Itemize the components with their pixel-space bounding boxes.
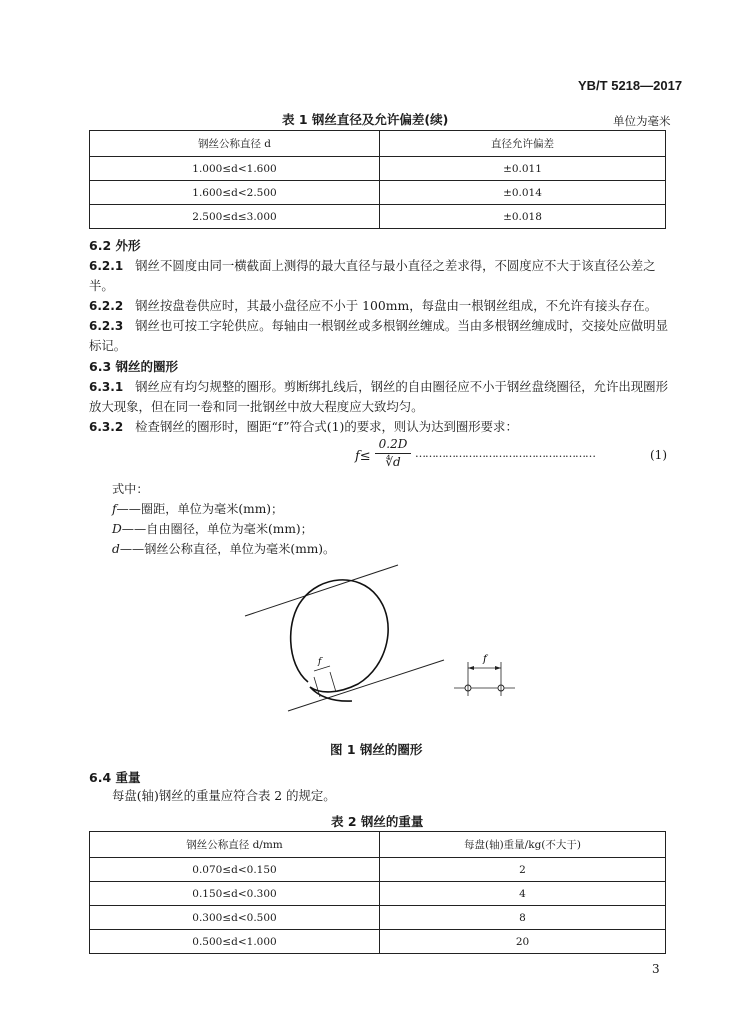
paragraph-6-3-1: [89, 377, 679, 417]
legend-item: [112, 500, 283, 517]
table-cell: 20: [380, 930, 666, 954]
table-row: [90, 906, 666, 930]
table-cell: 0.070≤d<0.150: [90, 858, 380, 882]
section-6-4-title: 6.4 重量: [89, 770, 141, 785]
table-header-cell: 钢丝公称直径 d: [90, 131, 380, 157]
paragraph-6-2-1: [89, 256, 679, 296]
arrow-head: [495, 666, 501, 670]
table-row: [90, 157, 666, 181]
section-6-2-title: 6.2 外形: [89, 238, 141, 253]
pitch-label-f: f: [318, 657, 322, 667]
standard-number: YB/T 5218—2017: [578, 78, 683, 93]
table-cell: ±0.014: [380, 181, 666, 205]
clause-number: 6.2.3: [89, 319, 124, 333]
table-cell: 1.600≤d<2.500: [90, 181, 380, 205]
table-row: [90, 882, 666, 906]
table-header-row: [90, 832, 666, 858]
figure1-caption: 图 1 钢丝的圈形: [330, 742, 423, 757]
clause-number: 6.2.1: [89, 259, 124, 273]
where-label: 式中：: [112, 482, 149, 496]
table-cell: 0.500≤d<1.000: [90, 930, 380, 954]
table2-caption: 表 2 钢丝的重量: [331, 814, 424, 829]
formula-lhs: f≤: [355, 449, 371, 464]
legend-item: [112, 520, 313, 537]
clause-text: 钢丝应有均匀规整的圈形。剪断绑扎线后，钢丝的自由圈径应不小于钢丝盘绕圈径，允许出现圈形放大现象，但在同一卷和同一批钢丝中放大程度应大致均匀。: [89, 379, 668, 414]
figure1-diagram: [220, 560, 550, 720]
table-cell: 8: [380, 906, 666, 930]
legend-desc: ——自由圈径，单位为毫米(mm)；: [121, 522, 313, 536]
legend-item: [112, 540, 335, 557]
table-header-row: [90, 131, 666, 157]
clause-text: 钢丝也可按工字轮供应。每轴由一根钢丝或多根钢丝缠成。当由多根钢丝缠成时，交接处应做明显标记。: [89, 318, 668, 353]
legend-desc: ——圈距，单位为毫米(mm)；: [116, 502, 284, 516]
table-cell: 0.300≤d<0.500: [90, 906, 380, 930]
table-cell: 1.000≤d<1.600: [90, 157, 380, 181]
clause-number: 6.3.1: [89, 380, 124, 394]
tangent-line-lower: [288, 660, 444, 711]
table-cell: 2.500≤d≤3.000: [90, 205, 380, 229]
table-cell: ±0.018: [380, 205, 666, 229]
section-6-3-title: 6.3 钢丝的圈形: [89, 359, 178, 374]
table-cell: ±0.011: [380, 157, 666, 181]
formula-1: [355, 435, 675, 475]
fraction-bar: [375, 453, 411, 454]
pitch-dimension-line: [314, 666, 330, 671]
paragraph-6-2-3: [89, 316, 679, 356]
legend-symbol: f: [112, 502, 117, 516]
table-row: [90, 181, 666, 205]
table1-unit: 单位为毫米: [613, 114, 671, 128]
legend-symbol: d: [112, 542, 120, 556]
formula-numerator: 0.2D: [378, 437, 408, 451]
paragraph-6-3-2: [89, 417, 689, 437]
table-header-cell: 直径允许偏差: [380, 131, 666, 157]
clause-number: 6.2.2: [89, 299, 124, 313]
pitch-marker-line: [330, 672, 336, 692]
clause-number: 6.3.2: [89, 420, 124, 434]
table1: [89, 130, 666, 229]
table-header-cell: 每盘(轴)重量/kg(不大于): [380, 832, 666, 858]
arrow-head: [468, 666, 474, 670]
legend-desc: ——钢丝公称直径，单位为毫米(mm)。: [119, 542, 336, 556]
table-cell: 4: [380, 882, 666, 906]
detail-label-f: f: [483, 654, 487, 665]
table-row: [90, 858, 666, 882]
table1-caption: 表 1 钢丝直径及允许偏差(续): [282, 112, 449, 127]
clause-text: 钢丝按盘卷供应时，其最小盘径应不小于 100mm，每盘由一根钢丝组成，不允许有接头存在。: [135, 298, 658, 313]
table-cell: 0.150≤d<0.300: [90, 882, 380, 906]
table2: [89, 831, 666, 954]
formula-number: (1): [650, 448, 667, 462]
tangent-line-upper: [245, 565, 398, 616]
paragraph-6-2-2: [89, 296, 689, 316]
table-cell: 2: [380, 858, 666, 882]
paragraph-6-4: 每盘(轴)钢丝的重量应符合表 2 的规定。: [112, 788, 336, 803]
legend-symbol: D: [112, 522, 122, 536]
table-row: [90, 930, 666, 954]
table-header-cell: 钢丝公称直径 d/mm: [90, 832, 380, 858]
clause-text: 检查钢丝的圈形时，圈距“f”符合式(1)的要求，则认为达到圈形要求：: [135, 419, 518, 434]
formula-denominator: ∜d: [385, 455, 401, 469]
page-number: 3: [652, 962, 660, 976]
formula-leader-dots: ………………………………………………: [415, 447, 595, 460]
clause-text: 钢丝不圆度由同一横截面上测得的最大直径与最小直径之差求得，不圆度应不大于该直径公差之半。: [89, 258, 656, 293]
table-row: [90, 205, 666, 229]
